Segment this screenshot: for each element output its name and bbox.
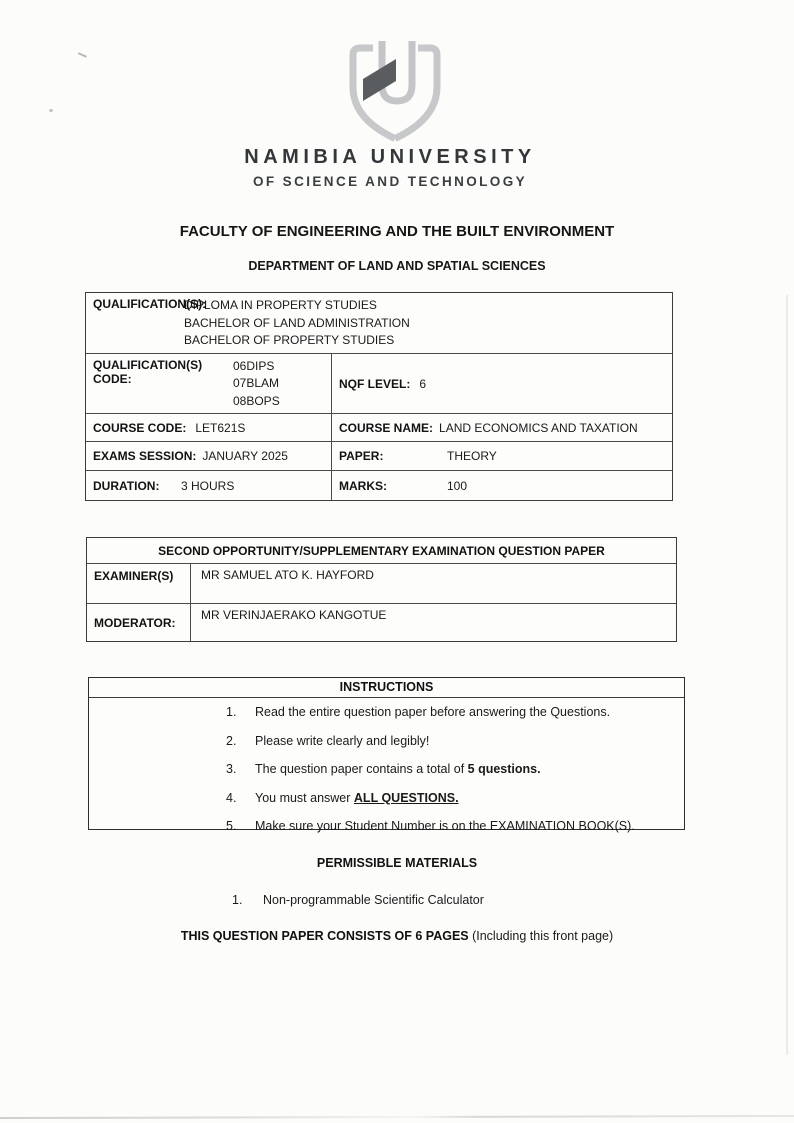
instruction-number: 3.	[226, 762, 237, 776]
material-number: 1.	[232, 893, 243, 907]
university-tagline: OF SCIENCE AND TECHNOLOGY	[252, 174, 527, 189]
university-wordmark	[0, 146, 787, 189]
qualifications-label: QUALIFICATION(S):	[93, 297, 207, 311]
qualification-values	[184, 297, 410, 350]
permissible-materials-title: PERMISSIBLE MATERIALS	[316, 856, 478, 870]
course-code-label: COURSE CODE:	[93, 420, 187, 435]
exams-session-cell	[86, 442, 332, 470]
moderator-value: MR VERINJAERAKO KANGOTUE	[201, 608, 387, 622]
instruction-number: 4.	[226, 790, 237, 805]
table-row-qualifications	[86, 293, 672, 353]
course-details-table	[85, 292, 673, 501]
exam-paper-title: SECOND OPPORTUNITY/SUPPLEMENTARY EXAMINATION QUESTION PAPER	[158, 543, 605, 558]
table-row-exams-session	[86, 441, 672, 470]
exams-session-label: EXAMS SESSION:	[93, 449, 197, 463]
duration-cell	[86, 471, 332, 500]
instruction-item	[226, 761, 676, 778]
marks-label: MARKS:	[339, 478, 387, 493]
instructions-box	[88, 677, 685, 833]
paper-value: THEORY	[447, 449, 497, 463]
instruction-number: 2.	[226, 733, 237, 748]
instruction-number: 5.	[226, 819, 237, 833]
moderator-label: MODERATOR:	[87, 604, 191, 641]
page-count-note	[0, 929, 794, 943]
page-count-bold: THIS QUESTION PAPER CONSISTS OF 6 PAGES	[180, 929, 469, 943]
faculty-heading: FACULTY OF ENGINEERING AND THE BUILT ENVIRONMENT	[179, 223, 615, 240]
qualification-code-label: QUALIFICATION(S) CODE:	[93, 357, 203, 386]
qualification-codes-cell	[86, 354, 332, 414]
instruction-item	[226, 790, 676, 807]
exams-session-value: JANUARY 2025	[202, 449, 288, 463]
department-heading: DEPARTMENT OF LAND AND SPATIAL SCIENCES	[248, 259, 546, 273]
instructions-title: INSTRUCTIONS	[89, 678, 684, 698]
marks-value: 100	[447, 478, 468, 493]
instruction-text: You must answer ALL QUESTIONS.	[255, 790, 459, 805]
paper-label: PAPER:	[339, 449, 384, 463]
examiner-value: MR SAMUEL ATO K. HAYFORD	[201, 568, 374, 582]
nqf-level-cell	[332, 354, 672, 414]
instruction-number: 1.	[226, 705, 237, 719]
instruction-text: Please write clearly and legibly!	[255, 733, 430, 748]
course-code-cell	[86, 414, 332, 441]
qualification-value: BACHELOR OF LAND ADMINISTRATION	[184, 315, 410, 330]
table-row-examiner	[87, 563, 676, 603]
table-row-course-code	[86, 413, 672, 441]
university-shield-logo	[332, 38, 460, 146]
permissible-materials-list	[232, 893, 484, 907]
course-name-cell	[332, 414, 672, 441]
scan-edge-streak	[786, 295, 788, 1055]
instruction-item	[226, 733, 676, 750]
qualification-value: BACHELOR OF PROPERTY STUDIES	[184, 333, 395, 347]
examiner-label: EXAMINER(S)	[87, 564, 191, 603]
qualification-code-value: 08BOPS	[233, 393, 280, 408]
instruction-item	[226, 704, 676, 721]
qualifications-cell	[86, 293, 672, 353]
material-text: Non-programmable Scientific Calculator	[263, 893, 484, 907]
university-name: NAMIBIA UNIVERSITY	[244, 146, 536, 168]
nqf-level-value: 6	[419, 376, 427, 391]
duration-label: DURATION:	[93, 478, 160, 493]
scan-speck	[78, 52, 87, 57]
paper-cell	[332, 442, 672, 470]
qualification-code-values	[233, 358, 280, 411]
scan-bottom-line	[0, 1115, 794, 1119]
instruction-text: Make sure your Student Number is on the EXAMINATION BOOK(S).	[255, 819, 635, 833]
table-row-moderator	[87, 603, 676, 641]
table-row-duration	[86, 470, 672, 500]
instruction-text: The question paper contains a total of 5 questions.	[255, 762, 541, 776]
instruction-text: Read the entire question paper before answering the Questions.	[255, 705, 611, 719]
duration-value: 3 HOURS	[181, 478, 235, 493]
scan-speck	[49, 109, 53, 112]
qualification-code-value: 06DIPS	[233, 358, 275, 373]
qualification-value: DIPLOMA IN PROPERTY STUDIES	[184, 298, 377, 312]
marks-cell	[332, 471, 672, 500]
course-code-value: LET621S	[195, 420, 246, 435]
instructions-list	[89, 698, 684, 835]
table-row-qualification-codes	[86, 353, 672, 414]
instruction-item	[226, 818, 676, 835]
course-name-label: COURSE NAME:	[339, 420, 434, 435]
page-count-regular: (Including this front page)	[468, 929, 614, 943]
exam-paper-table	[86, 537, 677, 642]
qualification-code-value: 07BLAM	[233, 376, 280, 390]
course-name-value: LAND ECONOMICS AND TAXATION	[439, 420, 638, 435]
nqf-level-label: NQF LEVEL:	[339, 376, 411, 391]
